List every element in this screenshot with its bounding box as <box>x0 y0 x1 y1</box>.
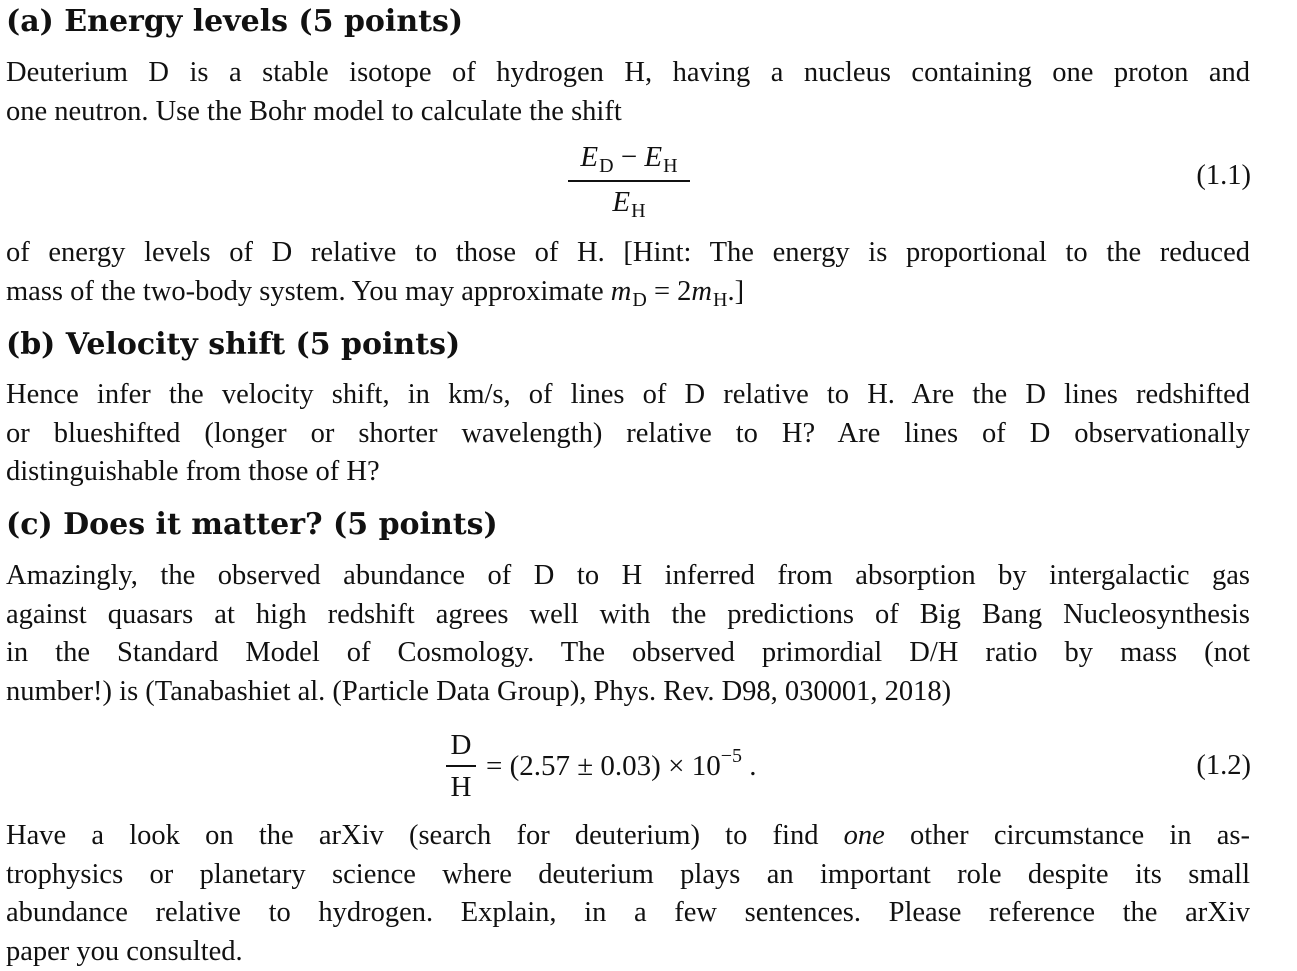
ratio-numerator: D <box>450 729 472 761</box>
section-a-heading: (a) Energy levels (5 points) <box>6 4 464 39</box>
equation-number-1-1: (1.1) <box>1196 160 1251 191</box>
section-a-hint <box>6 234 1250 313</box>
ratio-value: = $(2.57 \pm 0.03) \times 10^{-5}$ . <box>486 745 757 782</box>
fraction-numerator: $E_D - E_H$ <box>580 141 678 177</box>
section-c-body <box>6 557 1250 711</box>
section-c-line-2: against quasars at high redshift agrees well with the predictions of Big Bang Nucleosynthesis <box>6 598 1250 630</box>
section-b-body <box>6 376 1250 492</box>
section-c-line-3: in the Standard Model of Cosmology. The observed primordial D/H ratio by mass (not <box>6 637 1250 668</box>
energy-shift-fraction <box>568 140 690 222</box>
fraction-denominator: $E_H$ <box>612 185 646 222</box>
equation-number-1-2: (1.2) <box>1196 750 1251 781</box>
section-c-task-line-3: abundance relative to hydrogen. Explain, in a few sentences. Please reference the arXiv <box>6 897 1250 928</box>
section-c-task <box>6 817 1250 971</box>
equation-1-2 <box>0 728 1297 803</box>
fraction-bar <box>568 180 690 182</box>
section-a-hint-line-1: of energy levels of D relative to those of H. [Hint: The energy is proportional to the reduced <box>6 237 1250 268</box>
equation-1-1 <box>0 140 1297 225</box>
section-c-line-4: number!) is (Tanabashiet al. (Particle Data Group), Phys. Rev. D98, 030001, 2018) <box>6 675 952 707</box>
section-c-task-line-1: Have a look on the arXiv (search for deuterium) to find one other circumstance in as- <box>6 820 1250 851</box>
section-c-task-line-2: trophysics or planetary science where deuterium plays an important role despite its small <box>6 858 1250 890</box>
section-b-line-2: or blueshifted (longer or shorter wavelength) relative to H? Are lines of D observationally <box>6 417 1250 449</box>
ratio-fraction-bar <box>446 765 476 767</box>
section-c-task-line-4: paper you consulted. <box>6 935 243 967</box>
section-b-heading: (b) Velocity shift (5 points) <box>6 327 461 362</box>
section-b-line-1: Hence infer the velocity shift, in km/s, of lines of D relative to H. Are the D lines redshifted <box>6 379 1250 410</box>
section-c-heading: (c) Does it matter? (5 points) <box>6 507 498 542</box>
section-a-intro-line-2: one neutron. Use the Bohr model to calculate the shift <box>6 95 622 127</box>
section-b-line-3: distinguishable from those of H? <box>6 456 380 487</box>
ratio-denominator: H <box>450 770 472 803</box>
section-a-intro <box>6 54 1250 131</box>
section-c-line-1: Amazingly, the observed abundance of D to H inferred from absorption by intergalactic gas <box>6 560 1250 591</box>
section-a-hint-line-2: mass of the two-body system. You may approximate $m_D = 2m_H$.] <box>6 275 745 311</box>
dh-ratio-fraction <box>446 728 476 804</box>
section-a-intro-line-1: Deuterium D is a stable isotope of hydrogen H, having a nucleus containing one proton and <box>6 57 1250 88</box>
